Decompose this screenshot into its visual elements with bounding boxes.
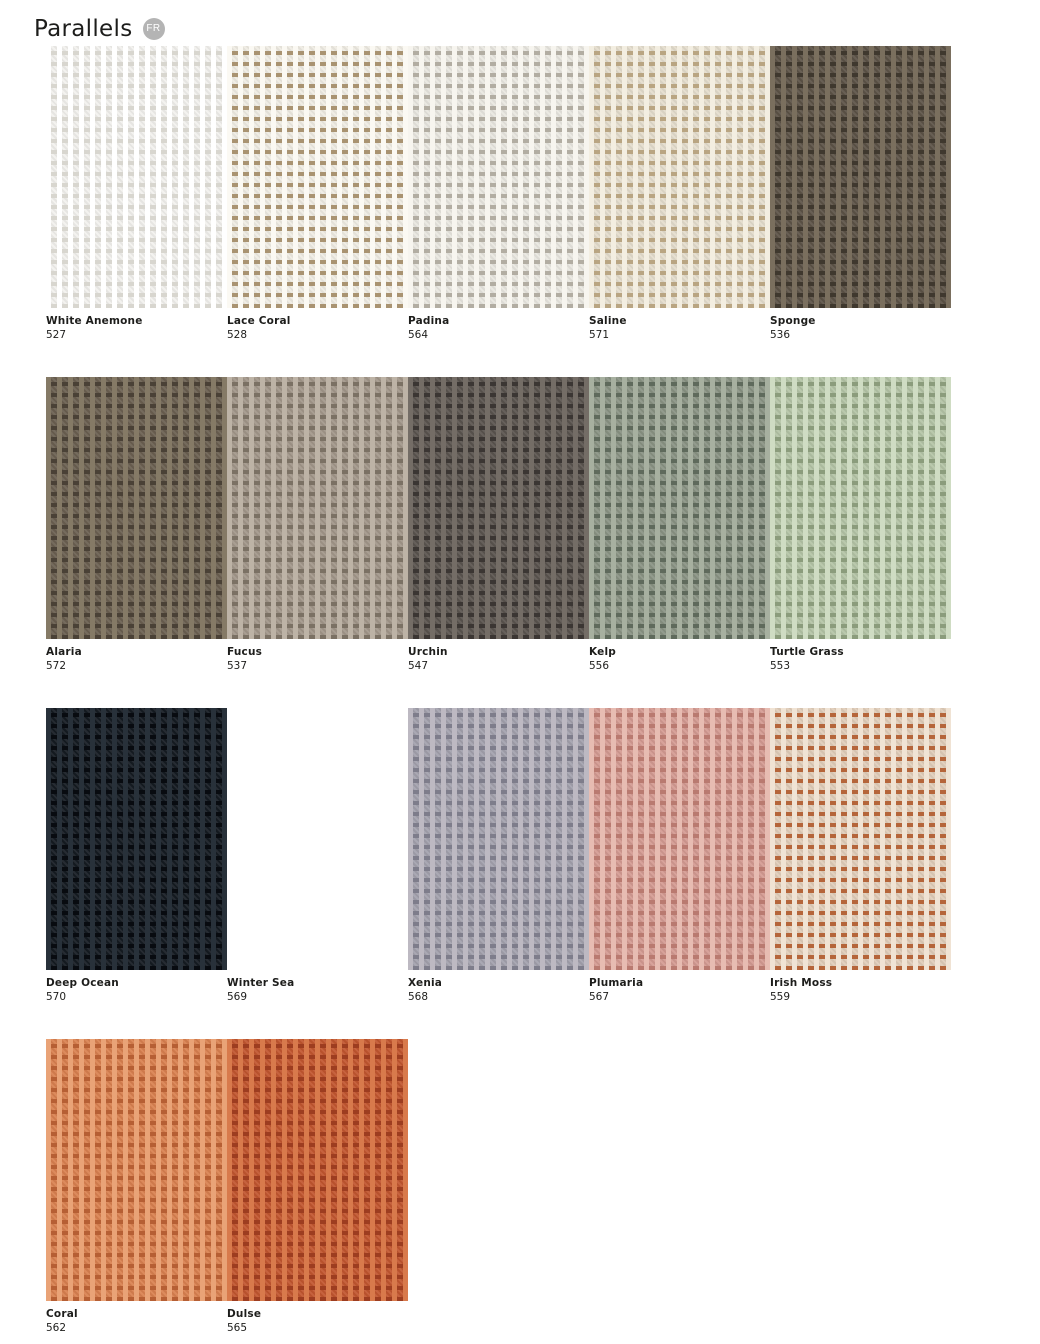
swatch-name: Padina [408, 315, 450, 327]
swatch-label [227, 314, 408, 342]
swatch-code: 567 [589, 991, 610, 1003]
swatch-code: 570 [46, 991, 67, 1003]
fabric-swatch[interactable] [46, 708, 227, 970]
fabric-swatch[interactable] [227, 46, 408, 308]
page-title: Parallels [34, 16, 133, 42]
swatch-code: 537 [227, 660, 248, 672]
swatch-label [408, 976, 589, 1004]
fr-badge: FR [143, 18, 165, 40]
fabric-swatch[interactable] [408, 46, 589, 308]
swatch-code: 556 [589, 660, 610, 672]
swatch-code: 569 [227, 991, 248, 1003]
fabric-swatch[interactable] [46, 377, 227, 639]
swatch-name: Alaria [46, 646, 82, 658]
swatch-label [227, 1307, 408, 1335]
swatch-texture [770, 708, 951, 970]
swatch-code: 564 [408, 329, 429, 341]
swatch-row [46, 46, 952, 342]
swatch-label [589, 976, 770, 1004]
swatch-name: Irish Moss [770, 977, 833, 989]
fabric-swatch[interactable] [770, 708, 951, 970]
fabric-swatch[interactable] [227, 708, 408, 970]
swatch-row [46, 377, 952, 673]
swatch-row [46, 708, 952, 1004]
swatch-texture [227, 708, 408, 970]
swatch-name: Saline [589, 315, 627, 327]
swatch-label [227, 645, 408, 673]
swatch-label [770, 314, 951, 342]
swatch-name: Winter Sea [227, 977, 295, 989]
swatch-texture [46, 708, 227, 970]
swatch-name: Turtle Grass [770, 646, 844, 658]
fabric-swatch[interactable] [408, 377, 589, 639]
swatch-texture [227, 377, 408, 639]
fabric-swatch[interactable] [46, 46, 227, 308]
fabric-swatch[interactable] [589, 46, 770, 308]
swatch-name: White Anemone [46, 315, 143, 327]
swatch-code: 547 [408, 660, 429, 672]
swatch-texture [770, 377, 951, 639]
fabric-swatch[interactable] [770, 46, 951, 308]
swatch-label [770, 976, 951, 1004]
fabric-swatch[interactable] [227, 1039, 408, 1301]
swatch-texture [227, 1039, 408, 1301]
swatch-name: Lace Coral [227, 315, 291, 327]
page-header [0, 0, 1040, 44]
swatch-code: 568 [408, 991, 429, 1003]
swatch-name: Coral [46, 1308, 78, 1320]
swatch-label [408, 314, 589, 342]
swatch-label [227, 976, 408, 1004]
fabric-swatch[interactable] [770, 377, 951, 639]
swatch-texture [46, 1039, 227, 1301]
swatch-name: Fucus [227, 646, 263, 658]
swatch-strip [46, 708, 952, 970]
swatch-code: 572 [46, 660, 67, 672]
swatch-code: 571 [589, 329, 610, 341]
swatch-label [46, 976, 227, 1004]
fabric-swatch[interactable] [589, 377, 770, 639]
swatch-labels [46, 1307, 408, 1335]
swatch-texture [408, 708, 589, 970]
swatch-labels [46, 314, 952, 342]
swatch-name: Sponge [770, 315, 816, 327]
swatch-code: 527 [46, 329, 67, 341]
swatch-label [589, 645, 770, 673]
swatch-row [46, 1039, 408, 1335]
swatch-texture [589, 377, 770, 639]
fabric-swatch[interactable] [46, 1039, 227, 1301]
swatch-code: 553 [770, 660, 791, 672]
swatch-texture [46, 46, 227, 308]
swatch-label [408, 645, 589, 673]
swatch-texture [227, 46, 408, 308]
swatch-strip [46, 1039, 408, 1301]
swatch-labels [46, 976, 952, 1004]
fabric-swatch[interactable] [589, 708, 770, 970]
swatch-texture [589, 708, 770, 970]
swatch-texture [589, 46, 770, 308]
swatch-code: 562 [46, 1322, 67, 1334]
swatch-label [46, 1307, 227, 1335]
swatch-name: Urchin [408, 646, 448, 658]
swatch-name: Deep Ocean [46, 977, 119, 989]
swatch-code: 536 [770, 329, 791, 341]
swatch-name: Plumaria [589, 977, 644, 989]
swatch-texture [408, 46, 589, 308]
swatch-labels [46, 645, 952, 673]
swatch-label [770, 645, 951, 673]
fabric-swatch[interactable] [227, 377, 408, 639]
fabric-swatch[interactable] [408, 708, 589, 970]
swatch-strip [46, 377, 952, 639]
swatch-name: Xenia [408, 977, 443, 989]
swatch-name: Kelp [589, 646, 616, 658]
swatch-strip [46, 46, 952, 308]
swatch-label [589, 314, 770, 342]
swatch-code: 528 [227, 329, 248, 341]
swatch-texture [770, 46, 951, 308]
swatch-texture [408, 377, 589, 639]
swatch-texture [46, 377, 227, 639]
swatch-label [46, 314, 227, 342]
swatch-label [46, 645, 227, 673]
swatch-name: Dulse [227, 1308, 262, 1320]
swatch-code: 565 [227, 1322, 248, 1334]
swatch-code: 559 [770, 991, 791, 1003]
